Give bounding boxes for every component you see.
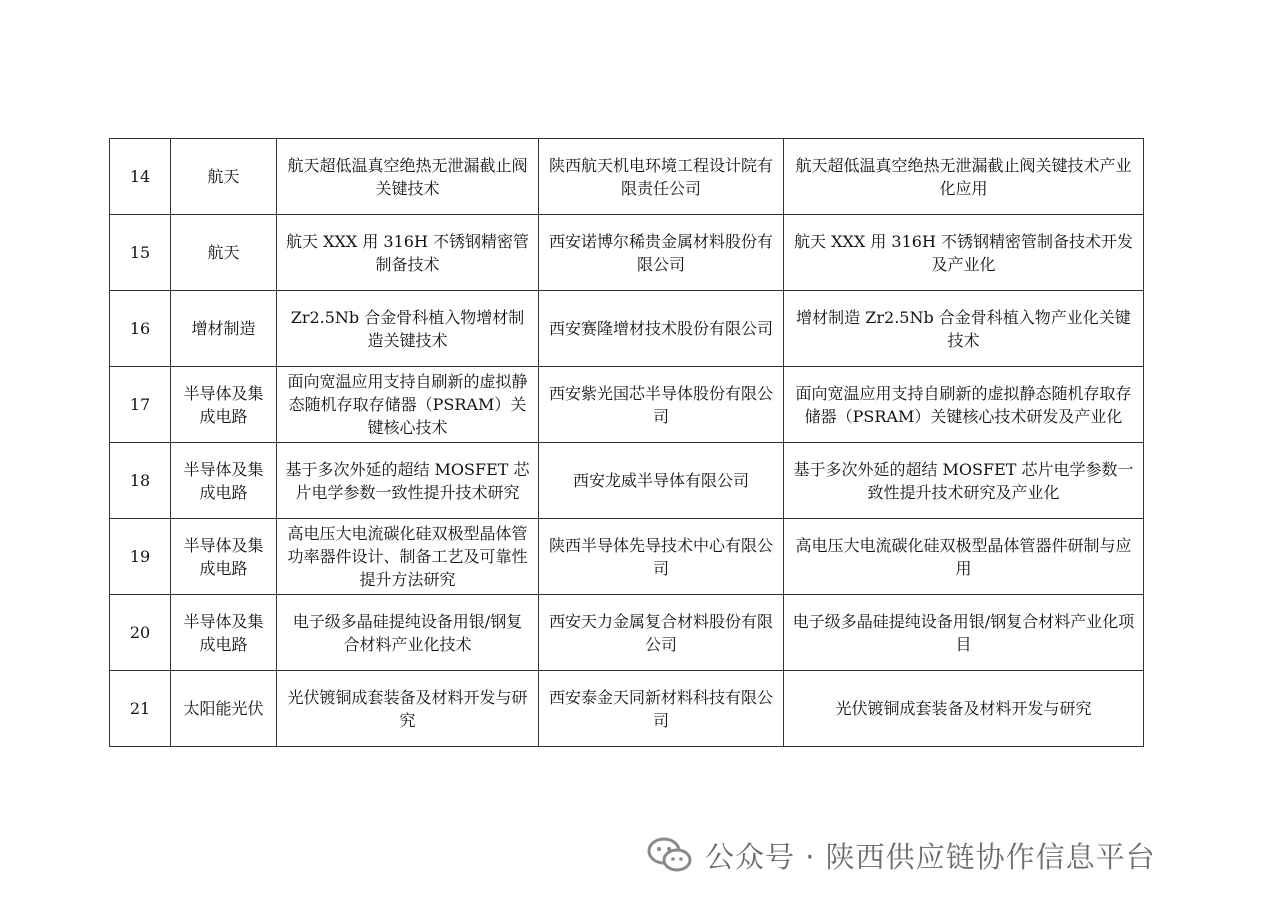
project-cell: 增材制造 Zr2.5Nb 合金骨科植入物产业化关键技术	[784, 291, 1144, 367]
table-row	[110, 671, 1144, 747]
row-number: 15	[110, 215, 171, 291]
company-cell: 西安天力金属复合材料股份有限公司	[539, 595, 784, 671]
row-number: 16	[110, 291, 171, 367]
row-number: 14	[110, 139, 171, 215]
company-cell: 西安紫光国芯半导体股份有限公司	[539, 367, 784, 443]
field-cell: 航天	[171, 215, 277, 291]
project-cell: 面向宽温应用支持自刷新的虚拟静态随机存取存储器（PSRAM）关键核心技术研发及产业化	[784, 367, 1144, 443]
project-cell: 高电压大电流碳化硅双极型晶体管器件研制与应用	[784, 519, 1144, 595]
table-row	[110, 367, 1144, 443]
company-cell: 西安赛隆增材技术股份有限公司	[539, 291, 784, 367]
technology-cell: 面向宽温应用支持自刷新的虚拟静态随机存取存储器（PSRAM）关键核心技术	[277, 367, 539, 443]
technology-cell: 基于多次外延的超结 MOSFET 芯片电学参数一致性提升技术研究	[277, 443, 539, 519]
row-number: 21	[110, 671, 171, 747]
row-number: 19	[110, 519, 171, 595]
company-cell: 西安泰金天同新材料科技有限公司	[539, 671, 784, 747]
technology-cell: 高电压大电流碳化硅双极型晶体管功率器件设计、制备工艺及可靠性提升方法研究	[277, 519, 539, 595]
project-cell: 航天超低温真空绝热无泄漏截止阀关键技术产业化应用	[784, 139, 1144, 215]
table-row	[110, 139, 1144, 215]
technology-cell: 光伏镀铜成套装备及材料开发与研究	[277, 671, 539, 747]
field-cell: 半导体及集成电路	[171, 443, 277, 519]
row-number: 20	[110, 595, 171, 671]
table-row	[110, 215, 1144, 291]
field-cell: 半导体及集成电路	[171, 595, 277, 671]
company-cell: 陕西航天机电环境工程设计院有限责任公司	[539, 139, 784, 215]
field-cell: 半导体及集成电路	[171, 519, 277, 595]
project-cell: 航天 XXX 用 316H 不锈钢精密管制备技术开发及产业化	[784, 215, 1144, 291]
technology-cell: 航天超低温真空绝热无泄漏截止阀关键技术	[277, 139, 539, 215]
table-body	[110, 139, 1144, 747]
watermark-text: 公众号 · 陕西供应链协作信息平台	[705, 839, 1156, 874]
project-cell: 基于多次外延的超结 MOSFET 芯片电学参数一致性提升技术研究及产业化	[784, 443, 1144, 519]
project-table	[109, 138, 1144, 747]
row-number: 17	[110, 367, 171, 443]
technology-cell: 电子级多晶硅提纯设备用银/钢复合材料产业化技术	[277, 595, 539, 671]
row-number: 18	[110, 443, 171, 519]
field-cell: 航天	[171, 139, 277, 215]
wechat-icon	[645, 835, 695, 875]
project-cell: 光伏镀铜成套装备及材料开发与研究	[784, 671, 1144, 747]
company-cell: 西安诺博尔稀贵金属材料股份有限公司	[539, 215, 784, 291]
wechat-watermark	[645, 833, 1156, 877]
technology-cell: 航天 XXX 用 316H 不锈钢精密管制备技术	[277, 215, 539, 291]
field-cell: 增材制造	[171, 291, 277, 367]
technology-cell: Zr2.5Nb 合金骨科植入物增材制造关键技术	[277, 291, 539, 367]
field-cell: 太阳能光伏	[171, 671, 277, 747]
table-row	[110, 443, 1144, 519]
project-cell: 电子级多晶硅提纯设备用银/钢复合材料产业化项目	[784, 595, 1144, 671]
table-row	[110, 595, 1144, 671]
field-cell: 半导体及集成电路	[171, 367, 277, 443]
company-cell: 陕西半导体先导技术中心有限公司	[539, 519, 784, 595]
table-row	[110, 291, 1144, 367]
company-cell: 西安龙威半导体有限公司	[539, 443, 784, 519]
table-row	[110, 519, 1144, 595]
